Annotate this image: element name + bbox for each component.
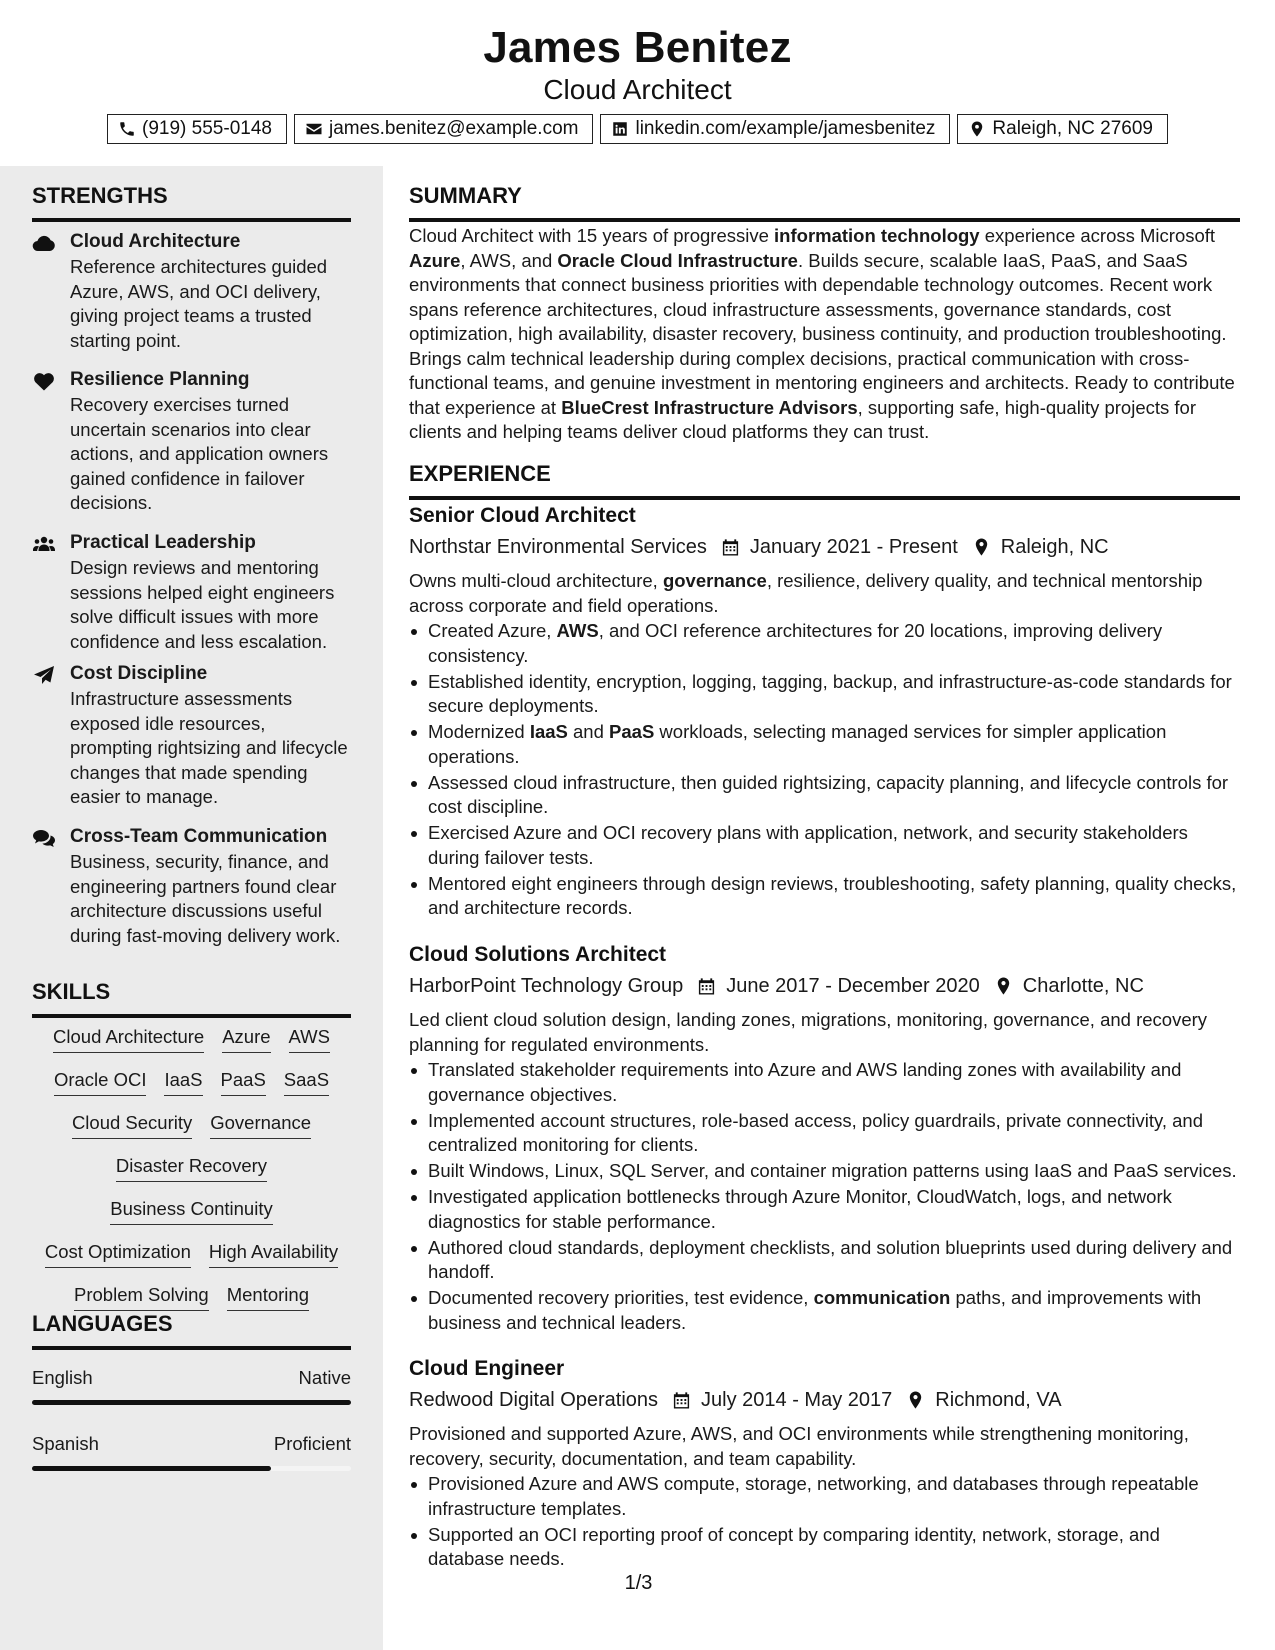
language-proficiency-fill: [32, 1400, 351, 1405]
skill-tag: Business Continuity: [110, 1196, 272, 1225]
text-run: Exercised Azure and OCI recovery plans with application, network, and security stakeholders during failover tests.: [428, 822, 1188, 868]
text-run: Investigated application bottlenecks through Azure Monitor, CloudWatch, logs, and network diagnostics for stable performance.: [428, 1186, 1172, 1232]
candidate-name: James Benitez: [483, 23, 792, 72]
linkedin-icon: [611, 120, 629, 138]
strength-desc: Recovery exercises turned uncertain scenarios into clear actions, and application owners gained confidence in failover decisions.: [70, 394, 329, 513]
job-description: [409, 1008, 1240, 1057]
strength-desc: Reference architectures guided Azure, AWS, and OCI delivery, giving project teams a trusted starting point.: [70, 256, 328, 351]
text-run: Mentored eight engineers through design reviews, troubleshooting, safety planning, quality checks, and architecture records.: [428, 872, 1237, 918]
contact-location-text: Raleigh, NC 27609: [992, 118, 1153, 139]
text-run: experience across Microsoft: [979, 225, 1216, 246]
cloud-icon: [32, 232, 56, 254]
bold-keyword: AWS: [556, 620, 599, 641]
bold-keyword: governance: [662, 570, 767, 591]
job-bullets: [409, 1058, 1240, 1335]
text-run: Implemented account structures, role-based access, policy guardrails, private connectivity, and centralized monitoring for clients.: [428, 1109, 1203, 1155]
job-description: [409, 569, 1240, 618]
text-run: Owns multi-cloud architecture,: [409, 570, 663, 591]
language-item: [32, 1432, 351, 1471]
job-bullet: [409, 619, 1240, 668]
strength-name: Cost Discipline: [70, 663, 208, 684]
contact-phone-text: (919) 555-0148: [142, 118, 272, 139]
contact-email-text: james.benitez@example.com: [328, 118, 579, 139]
map-pin-icon: [968, 120, 986, 138]
text-run: Provisioned and supported Azure, AWS, and OCI environments while strengthening monitoring, recovery, security, documentation, and team capability.: [409, 1423, 1189, 1469]
bold-keyword: Oracle Cloud Infrastructure: [557, 249, 798, 271]
skill-tag: Mentoring: [227, 1282, 309, 1311]
contact-linkedin[interactable]: [600, 114, 950, 144]
job-dates: January 2021 - Present: [749, 536, 958, 558]
job-company: Northstar Environmental Services: [409, 536, 707, 558]
text-run: workloads, selecting managed services for simpler application operations.: [428, 721, 1167, 767]
bold-keyword: Azure: [409, 249, 461, 271]
language-level: Native: [298, 1367, 351, 1388]
skill-row: [32, 1282, 351, 1311]
text-run: Created Azure,: [428, 620, 557, 641]
language-proficiency-bar: [32, 1466, 351, 1471]
job-bullet: [409, 821, 1240, 870]
sidebar: [0, 166, 383, 1650]
comments-icon: [32, 827, 56, 849]
job-meta: [409, 1386, 1240, 1414]
paper-plane-icon: [32, 664, 56, 686]
languages-heading: LANGUAGES: [32, 1310, 351, 1350]
text-run: Cloud Architect with 15 years of progressive: [409, 225, 775, 246]
bold-keyword: information technology: [774, 225, 980, 246]
skill-row: [32, 1239, 351, 1268]
job-company: HarborPoint Technology Group: [409, 975, 684, 997]
skill-tag: Governance: [210, 1110, 311, 1139]
text-run: Authored cloud standards, deployment checklists, and solution blueprints used during delivery and handoff.: [428, 1236, 1233, 1282]
job-title: Senior Cloud Architect: [409, 504, 636, 527]
language-proficiency-fill: [32, 1466, 271, 1471]
contact-linkedin-text: linkedin.com/example/jamesbenitez: [635, 118, 936, 139]
job-meta: [409, 972, 1240, 1000]
summary-heading: SUMMARY: [409, 182, 1240, 222]
job-bullet: [409, 1058, 1240, 1107]
candidate-title: Cloud Architect: [543, 74, 732, 105]
skill-tag: Problem Solving: [74, 1282, 209, 1311]
text-run: Documented recovery priorities, test evidence,: [428, 1287, 814, 1308]
skill-row: [32, 1153, 351, 1182]
contact-bar: [0, 114, 1275, 144]
skill-tag: Oracle OCI: [54, 1067, 147, 1096]
map-pin-icon: [906, 1390, 925, 1410]
calendar-icon: [672, 1390, 691, 1410]
job-bullet: [409, 1523, 1240, 1572]
bold-keyword: PaaS: [609, 721, 655, 742]
envelope-icon: [305, 120, 323, 138]
job-description: [409, 1422, 1240, 1471]
job-company: Redwood Digital Operations: [409, 1389, 659, 1411]
skill-row: [32, 1024, 351, 1053]
job-bullets: [409, 619, 1240, 921]
language-level: Proficient: [273, 1433, 351, 1454]
text-run: and: [567, 721, 610, 742]
text-run: . Builds secure, scalable IaaS, PaaS, and SaaS environments that connect business priorities with dependable technology outcomes. Recent work spans reference architectures, cloud infrastructure assessments, governance standards, cost optimization, high availability, disaster recovery, business continuity, and production troubleshooting. Brings calm technical leadership during complex decisions, practical communication with cross-functional teams, and genuine investment in mentoring engineers and architects. Ready to contribute that experience at: [409, 249, 1235, 418]
text-run: Modernized: [428, 721, 530, 742]
job-bullet: [409, 1185, 1240, 1234]
job-location: Raleigh, NC: [1000, 536, 1109, 558]
text-run: Led client cloud solution design, landing zones, migrations, monitoring, governance, and recovery planning for regulated environments.: [409, 1009, 1208, 1055]
job-location: Charlotte, NC: [1022, 975, 1144, 997]
text-run: , supporting safe, high-quality projects for clients and helping teams deliver cloud platforms they can trust.: [409, 396, 1196, 442]
job-entry: [409, 502, 1240, 922]
text-run: Provisioned Azure and AWS compute, storage, networking, and databases through repeatable infrastructure templates.: [428, 1473, 1199, 1519]
skill-row: [32, 1067, 351, 1096]
skill-tag: Disaster Recovery: [116, 1153, 267, 1182]
bold-keyword: communication: [813, 1287, 951, 1308]
bold-keyword: BlueCrest Infrastructure Advisors: [561, 396, 858, 418]
phone-icon: [118, 120, 136, 138]
job-bullet: [409, 670, 1240, 719]
text-run: Translated stakeholder requirements into Azure and AWS landing zones with availability and governance objectives.: [428, 1059, 1182, 1105]
page-number: 1/3: [624, 1572, 653, 1594]
language-name: Spanish: [32, 1433, 99, 1454]
job-bullet: [409, 1236, 1240, 1285]
job-title: Cloud Engineer: [409, 1357, 565, 1380]
job-bullet: [409, 872, 1240, 921]
text-run: , resilience, delivery quality, and technical mentorship across corporate and field operations.: [409, 570, 1203, 616]
skill-tag: Cloud Architecture: [53, 1024, 204, 1053]
skill-tag: Cloud Security: [72, 1110, 192, 1139]
users-icon: [32, 533, 56, 555]
skills-heading: SKILLS: [32, 978, 351, 1018]
skill-tag: PaaS: [221, 1067, 266, 1096]
job-bullet: [409, 771, 1240, 820]
text-run: Built Windows, Linux, SQL Server, and container migration patterns using IaaS and PaaS services.: [428, 1160, 1237, 1181]
strength-name: Cloud Architecture: [70, 231, 241, 252]
heart-icon: [32, 370, 56, 392]
strengths-heading: STRENGTHS: [32, 182, 351, 222]
skill-tag: Azure: [222, 1024, 270, 1053]
job-bullets: [409, 1472, 1240, 1572]
job-dates: July 2014 - May 2017: [701, 1389, 893, 1411]
calendar-icon: [721, 537, 740, 557]
text-run: Supported an OCI reporting proof of concept by comparing identity, network, storage, and database needs.: [428, 1523, 1160, 1569]
skill-tag: AWS: [289, 1024, 330, 1053]
strength-name: Cross-Team Communication: [70, 826, 328, 847]
skill-tag: IaaS: [164, 1067, 202, 1096]
job-entry: [409, 1355, 1240, 1573]
job-bullet: [409, 1472, 1240, 1521]
job-bullet: [409, 720, 1240, 769]
calendar-icon: [697, 976, 716, 996]
skill-row: [32, 1110, 351, 1139]
bold-keyword: IaaS: [529, 721, 568, 742]
job-meta: [409, 533, 1240, 561]
text-run: , and OCI reference architectures for 20 locations, improving delivery consistency.: [428, 620, 1163, 666]
strength-desc: Business, security, finance, and engineering partners found clear architecture discussions useful during fast-moving delivery work.: [70, 851, 341, 946]
strength-desc: Infrastructure assessments exposed idle resources, prompting rightsizing and lifecycle changes that made spending easier to manage.: [70, 688, 348, 807]
map-pin-icon: [972, 537, 991, 557]
language-name: English: [32, 1367, 93, 1388]
strength-name: Practical Leadership: [70, 532, 256, 553]
job-bullet: [409, 1286, 1240, 1335]
job-entry: [409, 941, 1240, 1337]
job-bullet: [409, 1159, 1240, 1184]
strength-desc: Design reviews and mentoring sessions helped eight engineers solve difficult issues with more confidence and less escalation.: [70, 557, 335, 652]
experience-heading: EXPERIENCE: [409, 460, 1240, 500]
text-run: , AWS, and: [460, 249, 558, 271]
skill-row: [32, 1196, 351, 1225]
text-run: Established identity, encryption, logging, tagging, backup, and infrastructure-as-code standards for secure deployments.: [428, 670, 1232, 716]
skill-tag: High Availability: [209, 1239, 338, 1268]
map-pin-icon: [994, 976, 1013, 996]
text-run: Assessed cloud infrastructure, then guided rightsizing, capacity planning, and lifecycle controls for cost discipline.: [428, 771, 1229, 817]
contact-email[interactable]: [294, 114, 594, 144]
contact-phone[interactable]: [107, 114, 287, 144]
resume-header: [0, 0, 1275, 166]
job-location: Richmond, VA: [935, 1389, 1062, 1411]
summary-text: [409, 224, 1240, 445]
language-item: [32, 1366, 351, 1405]
contact-location[interactable]: [957, 114, 1168, 144]
text-run: paths, and improvements with business and technical leaders.: [428, 1287, 1202, 1333]
strength-name: Resilience Planning: [70, 369, 250, 390]
skill-tag: Cost Optimization: [45, 1239, 191, 1268]
job-bullet: [409, 1109, 1240, 1158]
skill-tag: SaaS: [284, 1067, 329, 1096]
job-dates: June 2017 - December 2020: [726, 975, 980, 997]
job-title: Cloud Solutions Architect: [409, 943, 667, 966]
language-proficiency-bar: [32, 1400, 351, 1405]
